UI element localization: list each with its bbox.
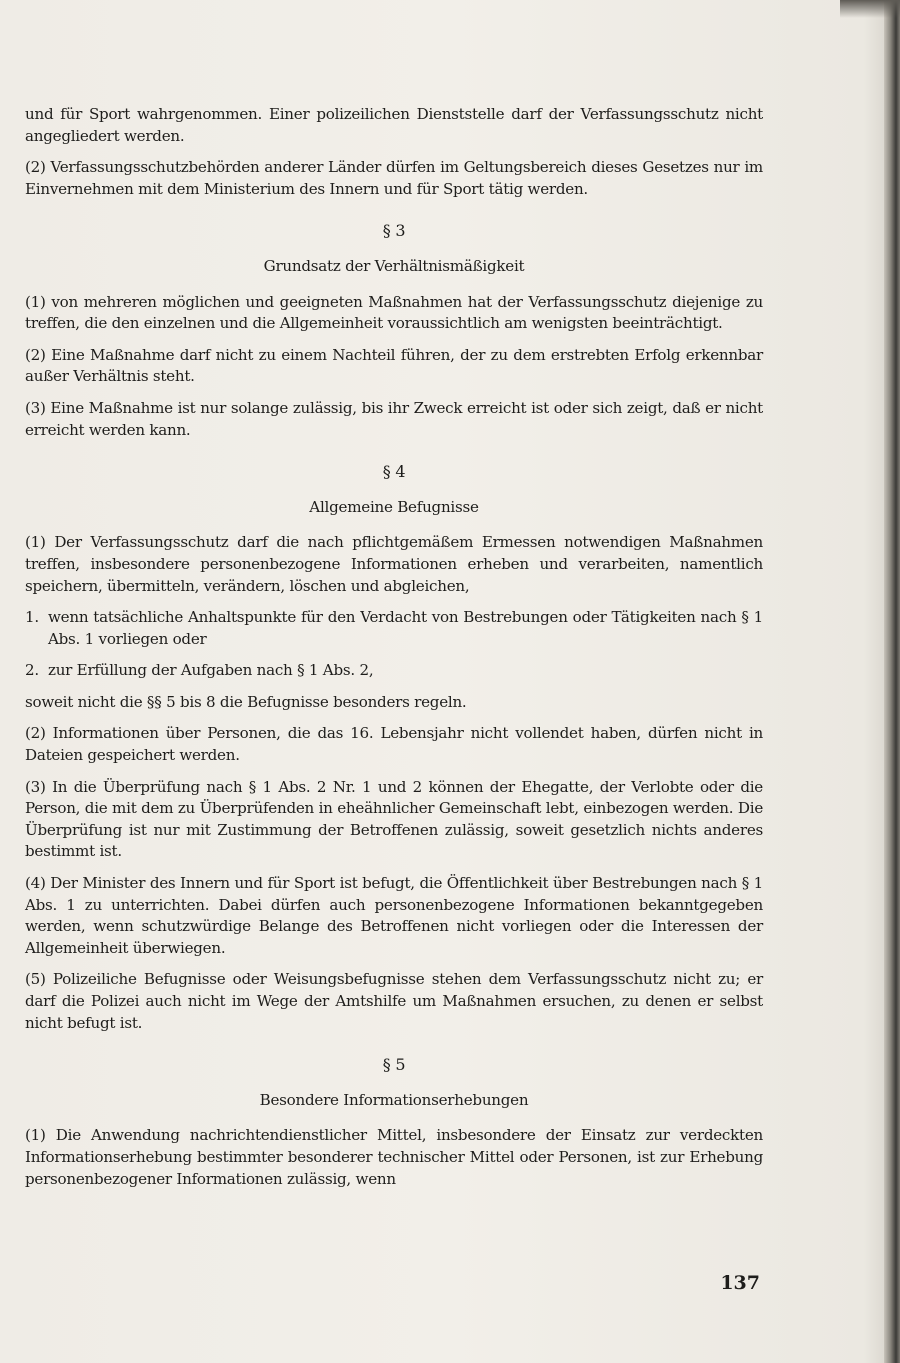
list-item-number: 2. bbox=[25, 661, 39, 680]
section-3-paragraph-2: (2) Eine Maßnahme darf nicht zu einem Nachteil führen, der zu dem erstrebten Erfolg erkennbar außer Verhältnis steht. bbox=[25, 345, 763, 386]
list-item-text: wenn tatsächliche Anhaltspunkte für den Verdacht von Bestrebungen oder Tätigkeiten nach § 1 Abs. 1 vorliegen oder bbox=[48, 608, 763, 648]
section-5-number: § 5 bbox=[382, 1055, 406, 1075]
section-5-paragraph-1: (1) Die Anwendung nachrichtendienstlicher Mittel, insbesondere der Einsatz zur verdeckten Informationserhebung bestimmter besonderer technischer Mittel oder Personen, ist zur Erhebung personenbezogener Informationen zulässig, wenn bbox=[25, 1126, 763, 1188]
page-number: 137 bbox=[720, 1272, 760, 1294]
section-3-paragraph-1: (1) von mehreren möglichen und geeigneten Maßnahmen hat der Verfassungsschutz diejenige zu treffen, die den einzelnen und die Allgemeinheit voraussichtlich am wenigsten beeinträchtigt. bbox=[25, 292, 763, 333]
section-4-title: Allgemeine Befugnisse bbox=[309, 497, 479, 516]
list-item-text: zur Erfüllung der Aufgaben nach § 1 Abs. 2, bbox=[48, 661, 374, 680]
page-content bbox=[25, 104, 763, 1200]
list-item-number: 1. bbox=[25, 608, 39, 627]
list-item bbox=[25, 607, 763, 650]
page-corner-shadow bbox=[840, 0, 900, 18]
intro-paragraph-2: (2) Verfassungsschutzbehörden anderer Länder dürfen im Geltungsbereich dieses Gesetzes nur im Einvernehmen mit dem Ministerium des Innern und für Sport tätig werden. bbox=[25, 158, 763, 198]
section-3-number: § 3 bbox=[382, 221, 406, 241]
section-4-paragraph-1: (1) Der Verfassungsschutz darf die nach pflichtgemäßem Ermessen notwendigen Maßnahmen treffen, insbesondere personenbezogene Informationen erheben und verarbeiten, namentlich speichern, übermitteln, verändern, löschen und abgleichen, bbox=[25, 533, 763, 595]
section-4-paragraph-4: (4) Der Minister des Innern und für Sport ist befugt, die Öffentlichkeit über Bestrebungen nach § 1 Abs. 1 zu unterrichten. Dabei dürfen auch personenbezogene Informationen bekanntgegeben werden, wenn schutzwürdige Belange des Betroffenen nicht vorliegen oder die Interessen der Allgemeinheit überwiegen. bbox=[25, 874, 763, 957]
list-item bbox=[25, 660, 763, 682]
section-4-paragraph-5: (5) Polizeiliche Befugnisse oder Weisungsbefugnisse stehen dem Verfassungsschutz nicht zu; er darf die Polizei auch nicht im Wege der Amtshilfe um Maßnahmen ersuchen, zu denen er selbst nicht befugt ist. bbox=[25, 970, 763, 1032]
section-5-title: Besondere Informationserhebungen bbox=[259, 1090, 529, 1109]
page-edge-shadow bbox=[884, 0, 900, 1363]
intro-paragraph-1: und für Sport wahrgenommen. Einer polizeilichen Dienststelle darf der Verfassungsschutz nicht angegliedert werden. bbox=[25, 105, 763, 145]
section-3-title: Grundsatz der Verhältnismäßigkeit bbox=[263, 256, 525, 275]
section-3-paragraph-3: (3) Eine Maßnahme ist nur solange zulässig, bis ihr Zweck erreicht ist oder sich zeigt, daß er nicht erreicht werden kann. bbox=[25, 398, 763, 439]
section-4-number: § 4 bbox=[382, 462, 406, 482]
section-4-list-tail: soweit nicht die §§ 5 bis 8 die Befugnisse besonders regeln. bbox=[25, 692, 467, 711]
section-4-paragraph-3: (3) In die Überprüfung nach § 1 Abs. 2 Nr. 1 und 2 können der Ehegatte, der Verlobte oder die Person, die mit dem zu Überprüfenden in eheähnlicher Gemeinschaft lebt, einbezogen werden. Die Überprüfung ist nur mit Zustimmung der Betroffenen zulässig, soweit gesetzlich nichts anderes bestimmt ist. bbox=[25, 777, 763, 861]
section-4-paragraph-2: (2) Informationen über Personen, die das 16. Lebensjahr nicht vollendet haben, dürfen nicht in Dateien gespeichert werden. bbox=[25, 724, 763, 765]
